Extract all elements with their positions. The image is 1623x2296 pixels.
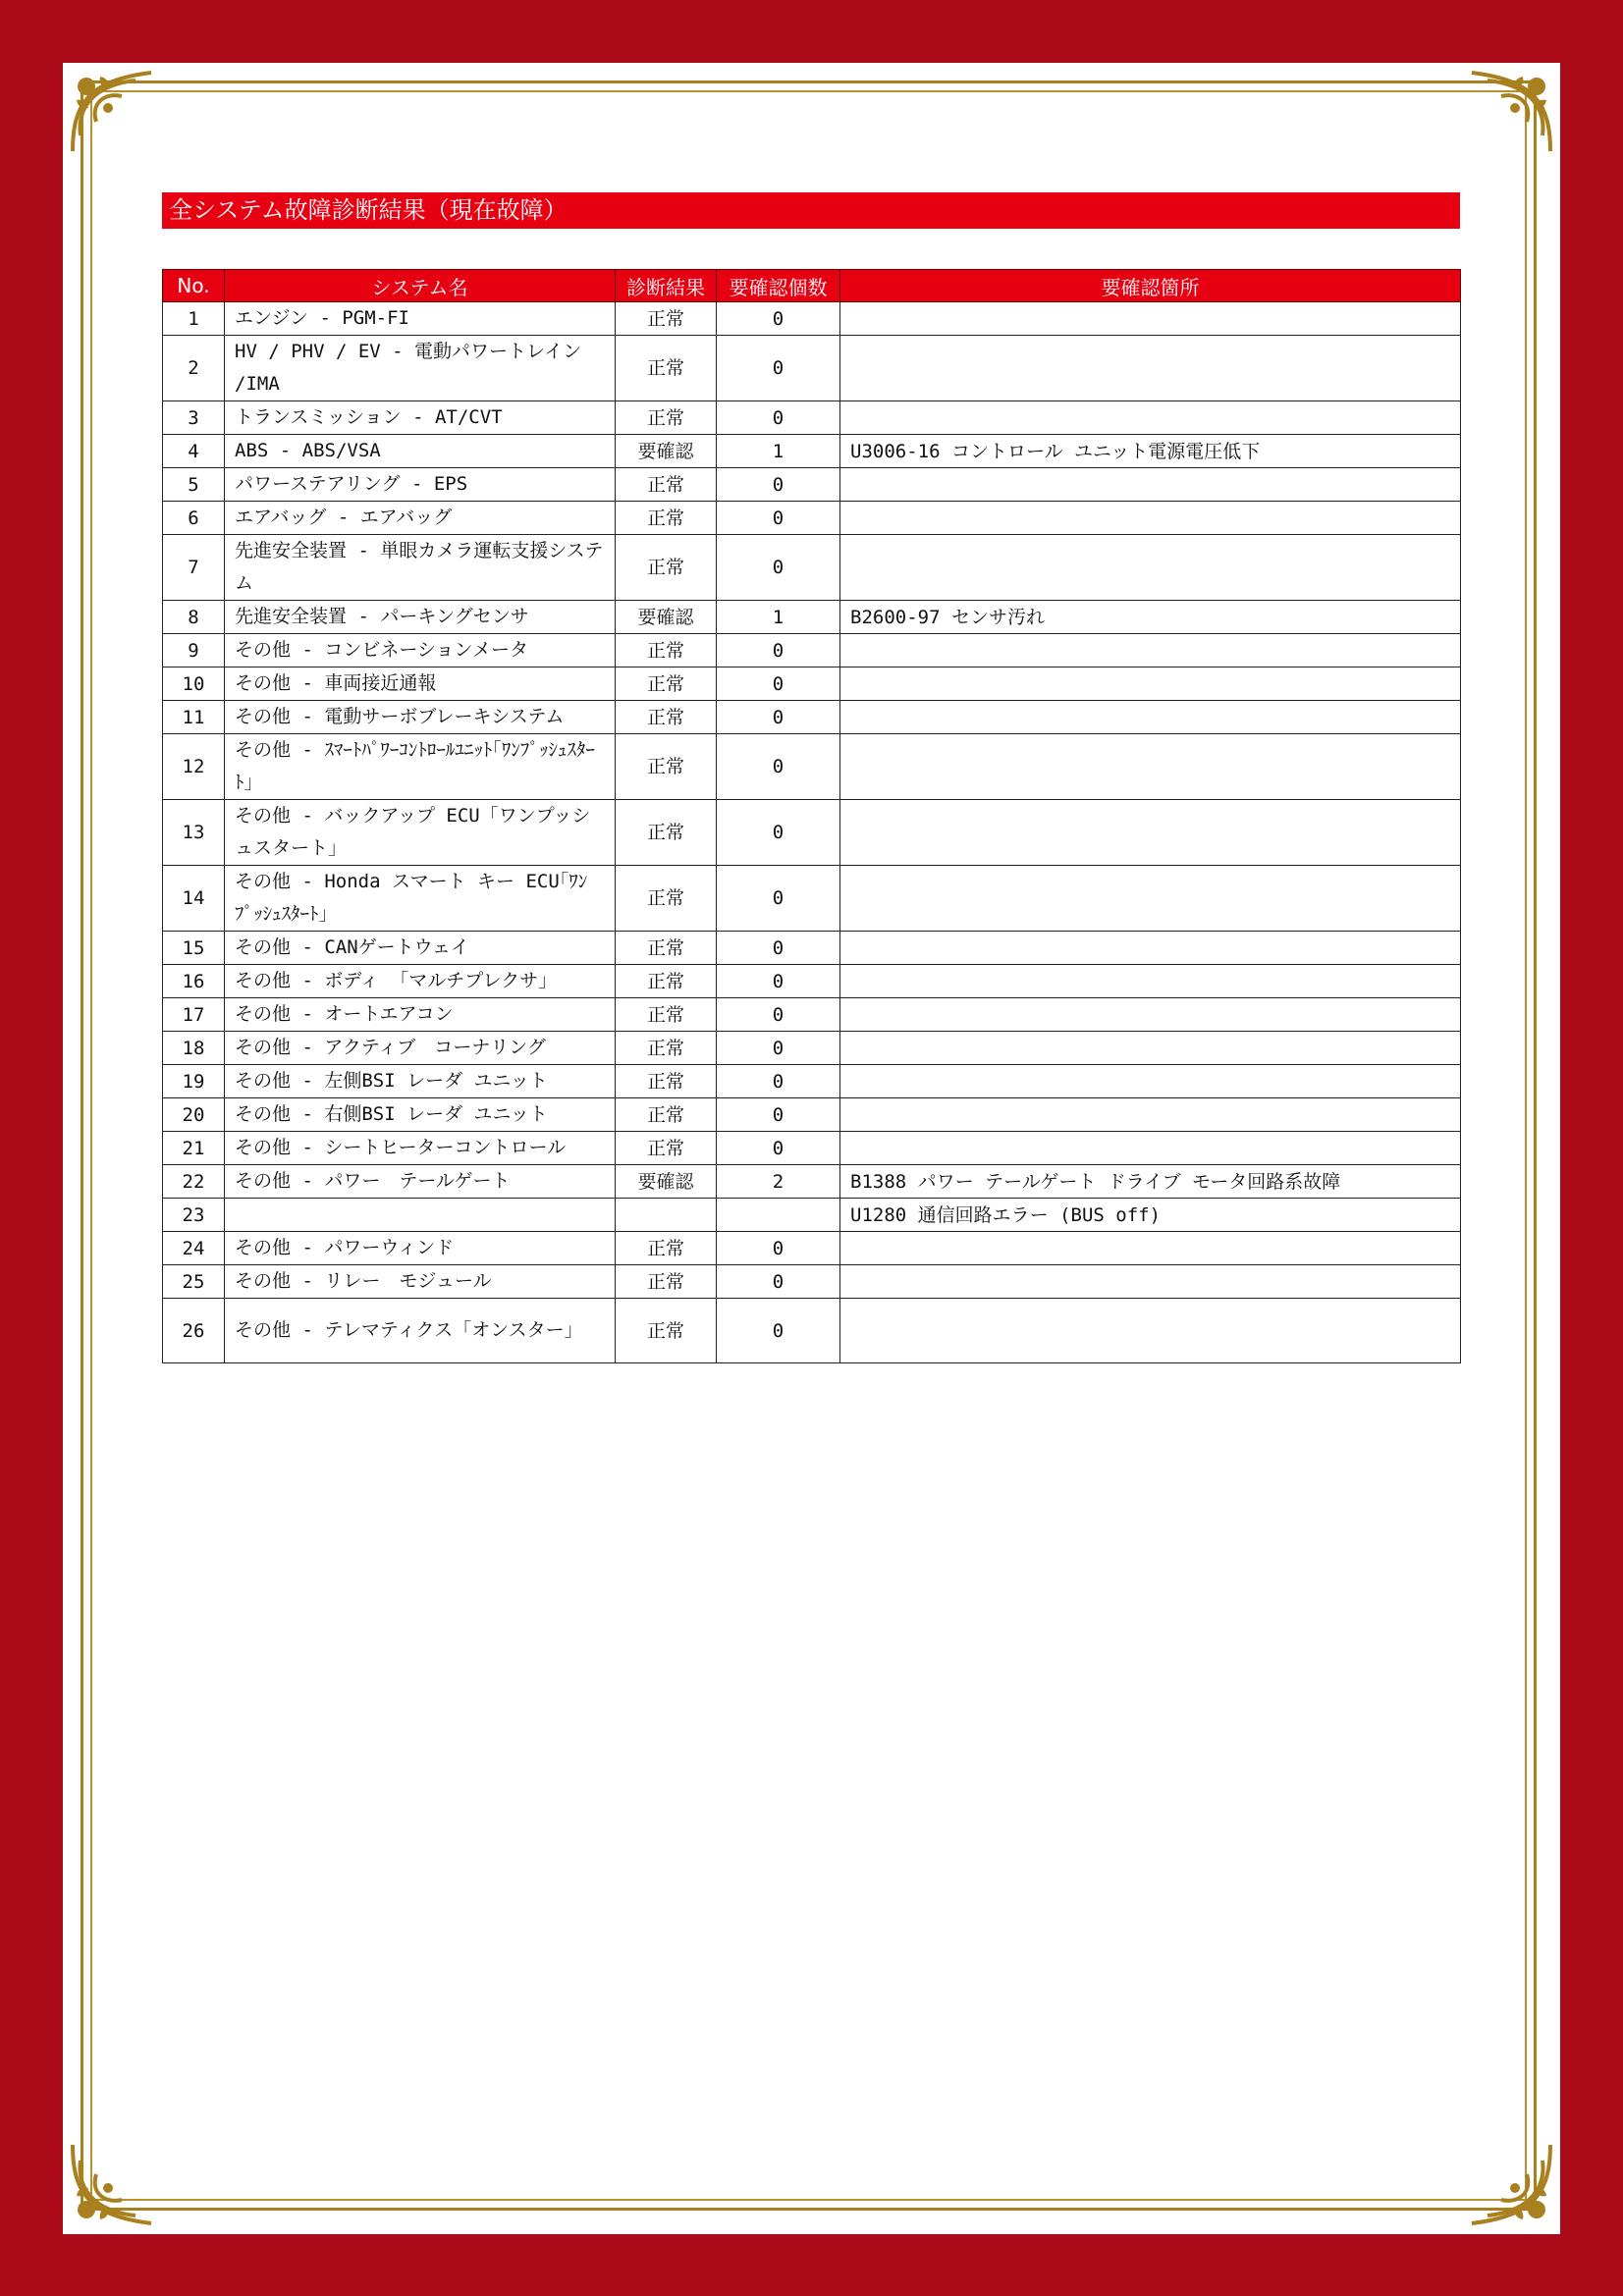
row-number: 26	[163, 1299, 225, 1363]
row-number: 3	[163, 401, 225, 435]
system-name-cell: その他 - 車両接近通報	[225, 667, 616, 701]
table-row	[163, 866, 1461, 932]
header-result: 診断結果	[616, 270, 717, 302]
check-location-cell	[840, 502, 1461, 535]
check-location-cell: U1280 通信回路エラー (BUS off)	[840, 1199, 1461, 1232]
system-name-cell: その他 - CANゲートウェイ	[225, 932, 616, 965]
check-location-cell: B2600-97 センサ汚れ	[840, 601, 1461, 634]
check-count-cell: 0	[717, 932, 840, 965]
table-row	[163, 336, 1461, 401]
row-number: 23	[163, 1199, 225, 1232]
check-location-cell	[840, 634, 1461, 667]
check-count-cell: 0	[717, 336, 840, 401]
result-cell: 正常	[616, 1265, 717, 1299]
check-count-cell: 0	[717, 1232, 840, 1265]
system-name-cell: その他 - ボディ 「マルチプレクサ」	[225, 965, 616, 998]
check-location-cell: U3006-16 コントロール ユニット電源電圧低下	[840, 435, 1461, 468]
table-row	[163, 1032, 1461, 1065]
table-row	[163, 965, 1461, 998]
check-count-cell: 0	[717, 302, 840, 336]
row-number: 8	[163, 601, 225, 634]
row-number: 2	[163, 336, 225, 401]
table-header-row	[163, 270, 1461, 302]
check-location-cell	[840, 800, 1461, 866]
row-number: 11	[163, 701, 225, 734]
check-location-cell	[840, 965, 1461, 998]
result-cell: 正常	[616, 932, 717, 965]
system-name-cell: その他 - リレー モジュール	[225, 1265, 616, 1299]
table-row	[163, 302, 1461, 336]
table-row	[163, 468, 1461, 502]
check-count-cell: 0	[717, 866, 840, 932]
system-name-cell: ABS - ABS/VSA	[225, 435, 616, 468]
result-cell: 正常	[616, 1132, 717, 1165]
system-name-cell: エンジン - PGM-FI	[225, 302, 616, 336]
check-count-cell: 0	[717, 1032, 840, 1065]
system-name-cell	[225, 1199, 616, 1232]
check-count-cell: 0	[717, 998, 840, 1032]
check-count-cell: 0	[717, 1065, 840, 1098]
row-number: 4	[163, 435, 225, 468]
check-count-cell: 0	[717, 468, 840, 502]
table-row	[163, 1065, 1461, 1098]
table-row	[163, 800, 1461, 866]
table-row	[163, 932, 1461, 965]
system-name-cell: その他 - パワー テールゲート	[225, 1165, 616, 1199]
check-location-cell	[840, 1265, 1461, 1299]
check-location-cell	[840, 1132, 1461, 1165]
system-name-cell: 先進安全装置 - パーキングセンサ	[225, 601, 616, 634]
check-location-cell	[840, 667, 1461, 701]
check-count-cell	[717, 1199, 840, 1232]
check-location-cell	[840, 1032, 1461, 1065]
check-count-cell: 0	[717, 535, 840, 601]
check-location-cell	[840, 998, 1461, 1032]
table-row	[163, 634, 1461, 667]
table-row	[163, 1132, 1461, 1165]
table-row	[163, 601, 1461, 634]
diagnosis-table	[162, 269, 1461, 1363]
result-cell: 正常	[616, 1032, 717, 1065]
check-location-cell	[840, 336, 1461, 401]
row-number: 6	[163, 502, 225, 535]
result-cell	[616, 1199, 717, 1232]
result-cell: 正常	[616, 401, 717, 435]
row-number: 25	[163, 1265, 225, 1299]
row-number: 20	[163, 1098, 225, 1132]
result-cell: 正常	[616, 1299, 717, 1363]
table-row	[163, 502, 1461, 535]
header-check-location: 要確認箇所	[840, 270, 1461, 302]
system-name-cell: その他 - 左側BSI レーダ ユニット	[225, 1065, 616, 1098]
result-cell: 正常	[616, 734, 717, 800]
check-location-cell	[840, 468, 1461, 502]
check-count-cell: 0	[717, 800, 840, 866]
result-cell: 正常	[616, 336, 717, 401]
system-name-cell: その他 - パワーウィンド	[225, 1232, 616, 1265]
check-location-cell: B1388 パワー テールゲート ドライブ モータ回路系故障	[840, 1165, 1461, 1199]
check-count-cell: 0	[717, 1299, 840, 1363]
system-name-cell: その他 - 電動サーボブレーキシステム	[225, 701, 616, 734]
check-location-cell	[840, 1232, 1461, 1265]
header-system-name: システム名	[225, 270, 616, 302]
check-count-cell: 0	[717, 1132, 840, 1165]
system-name-cell: その他 - シートヒーターコントロール	[225, 1132, 616, 1165]
check-location-cell	[840, 701, 1461, 734]
check-location-cell	[840, 1065, 1461, 1098]
row-number: 17	[163, 998, 225, 1032]
check-count-cell: 0	[717, 1265, 840, 1299]
system-name-cell: その他 - コンビネーションメータ	[225, 634, 616, 667]
result-cell: 正常	[616, 701, 717, 734]
result-cell: 正常	[616, 800, 717, 866]
table-row	[163, 1098, 1461, 1132]
system-name-cell: 先進安全装置 - 単眼カメラ運転支援システム	[225, 535, 616, 601]
check-location-cell	[840, 1098, 1461, 1132]
check-location-cell	[840, 866, 1461, 932]
result-cell: 要確認	[616, 435, 717, 468]
check-count-cell: 0	[717, 701, 840, 734]
system-name-cell: その他 - テレマティクス「オンスター」	[225, 1299, 616, 1363]
check-count-cell: 2	[717, 1165, 840, 1199]
table-row	[163, 1232, 1461, 1265]
system-name-cell: その他 - Honda スマート キー ECU｢ﾜﾝﾌﾟｯｼｭｽﾀｰﾄ｣	[225, 866, 616, 932]
result-cell: 正常	[616, 1232, 717, 1265]
row-number: 12	[163, 734, 225, 800]
check-location-cell	[840, 734, 1461, 800]
table-row	[163, 1265, 1461, 1299]
table-row	[163, 734, 1461, 800]
result-cell: 正常	[616, 965, 717, 998]
table-row	[163, 1299, 1461, 1363]
check-count-cell: 0	[717, 401, 840, 435]
table-row	[163, 998, 1461, 1032]
result-cell: 正常	[616, 468, 717, 502]
check-count-cell: 0	[717, 502, 840, 535]
check-location-cell	[840, 1299, 1461, 1363]
row-number: 1	[163, 302, 225, 336]
row-number: 19	[163, 1065, 225, 1098]
system-name-cell: パワーステアリング - EPS	[225, 468, 616, 502]
result-cell: 正常	[616, 998, 717, 1032]
result-cell: 正常	[616, 667, 717, 701]
table-row	[163, 535, 1461, 601]
row-number: 7	[163, 535, 225, 601]
result-cell: 正常	[616, 502, 717, 535]
system-name-cell: エアバッグ - エアバッグ	[225, 502, 616, 535]
row-number: 21	[163, 1132, 225, 1165]
result-cell: 正常	[616, 535, 717, 601]
row-number: 10	[163, 667, 225, 701]
check-count-cell: 0	[717, 734, 840, 800]
check-location-cell	[840, 302, 1461, 336]
result-cell: 正常	[616, 1098, 717, 1132]
result-cell: 要確認	[616, 1165, 717, 1199]
header-no: No.	[163, 270, 225, 302]
result-cell: 正常	[616, 302, 717, 336]
table-row	[163, 667, 1461, 701]
result-cell: 要確認	[616, 601, 717, 634]
row-number: 22	[163, 1165, 225, 1199]
result-cell: 正常	[616, 866, 717, 932]
row-number: 5	[163, 468, 225, 502]
table-row	[163, 401, 1461, 435]
check-count-cell: 0	[717, 667, 840, 701]
table-row	[163, 1165, 1461, 1199]
row-number: 24	[163, 1232, 225, 1265]
check-count-cell: 1	[717, 601, 840, 634]
system-name-cell: その他 - オートエアコン	[225, 998, 616, 1032]
check-location-cell	[840, 535, 1461, 601]
system-name-cell: その他 - ｽﾏｰﾄﾊﾟﾜｰｺﾝﾄﾛｰﾙﾕﾆｯﾄ｢ﾜﾝﾌﾟｯｼｭｽﾀｰﾄ｣	[225, 734, 616, 800]
system-name-cell: その他 - バックアップ ECU「ワンプッシュスタート」	[225, 800, 616, 866]
system-name-cell: その他 - 右側BSI レーダ ユニット	[225, 1098, 616, 1132]
system-name-cell: その他 - アクティブ コーナリング	[225, 1032, 616, 1065]
row-number: 16	[163, 965, 225, 998]
check-location-cell	[840, 401, 1461, 435]
row-number: 14	[163, 866, 225, 932]
check-count-cell: 0	[717, 965, 840, 998]
result-cell: 正常	[616, 1065, 717, 1098]
row-number: 9	[163, 634, 225, 667]
table-row	[163, 435, 1461, 468]
table-row	[163, 1199, 1461, 1232]
row-number: 13	[163, 800, 225, 866]
row-number: 15	[163, 932, 225, 965]
table-row	[163, 701, 1461, 734]
header-check-count: 要確認個数	[717, 270, 840, 302]
system-name-cell: トランスミッション - AT/CVT	[225, 401, 616, 435]
check-count-cell: 0	[717, 634, 840, 667]
report-title: 全システム故障診断結果（現在故障）	[162, 192, 1460, 229]
result-cell: 正常	[616, 634, 717, 667]
check-count-cell: 1	[717, 435, 840, 468]
row-number: 18	[163, 1032, 225, 1065]
check-location-cell	[840, 932, 1461, 965]
system-name-cell: HV / PHV / EV - 電動パワートレイン /IMA	[225, 336, 616, 401]
check-count-cell: 0	[717, 1098, 840, 1132]
